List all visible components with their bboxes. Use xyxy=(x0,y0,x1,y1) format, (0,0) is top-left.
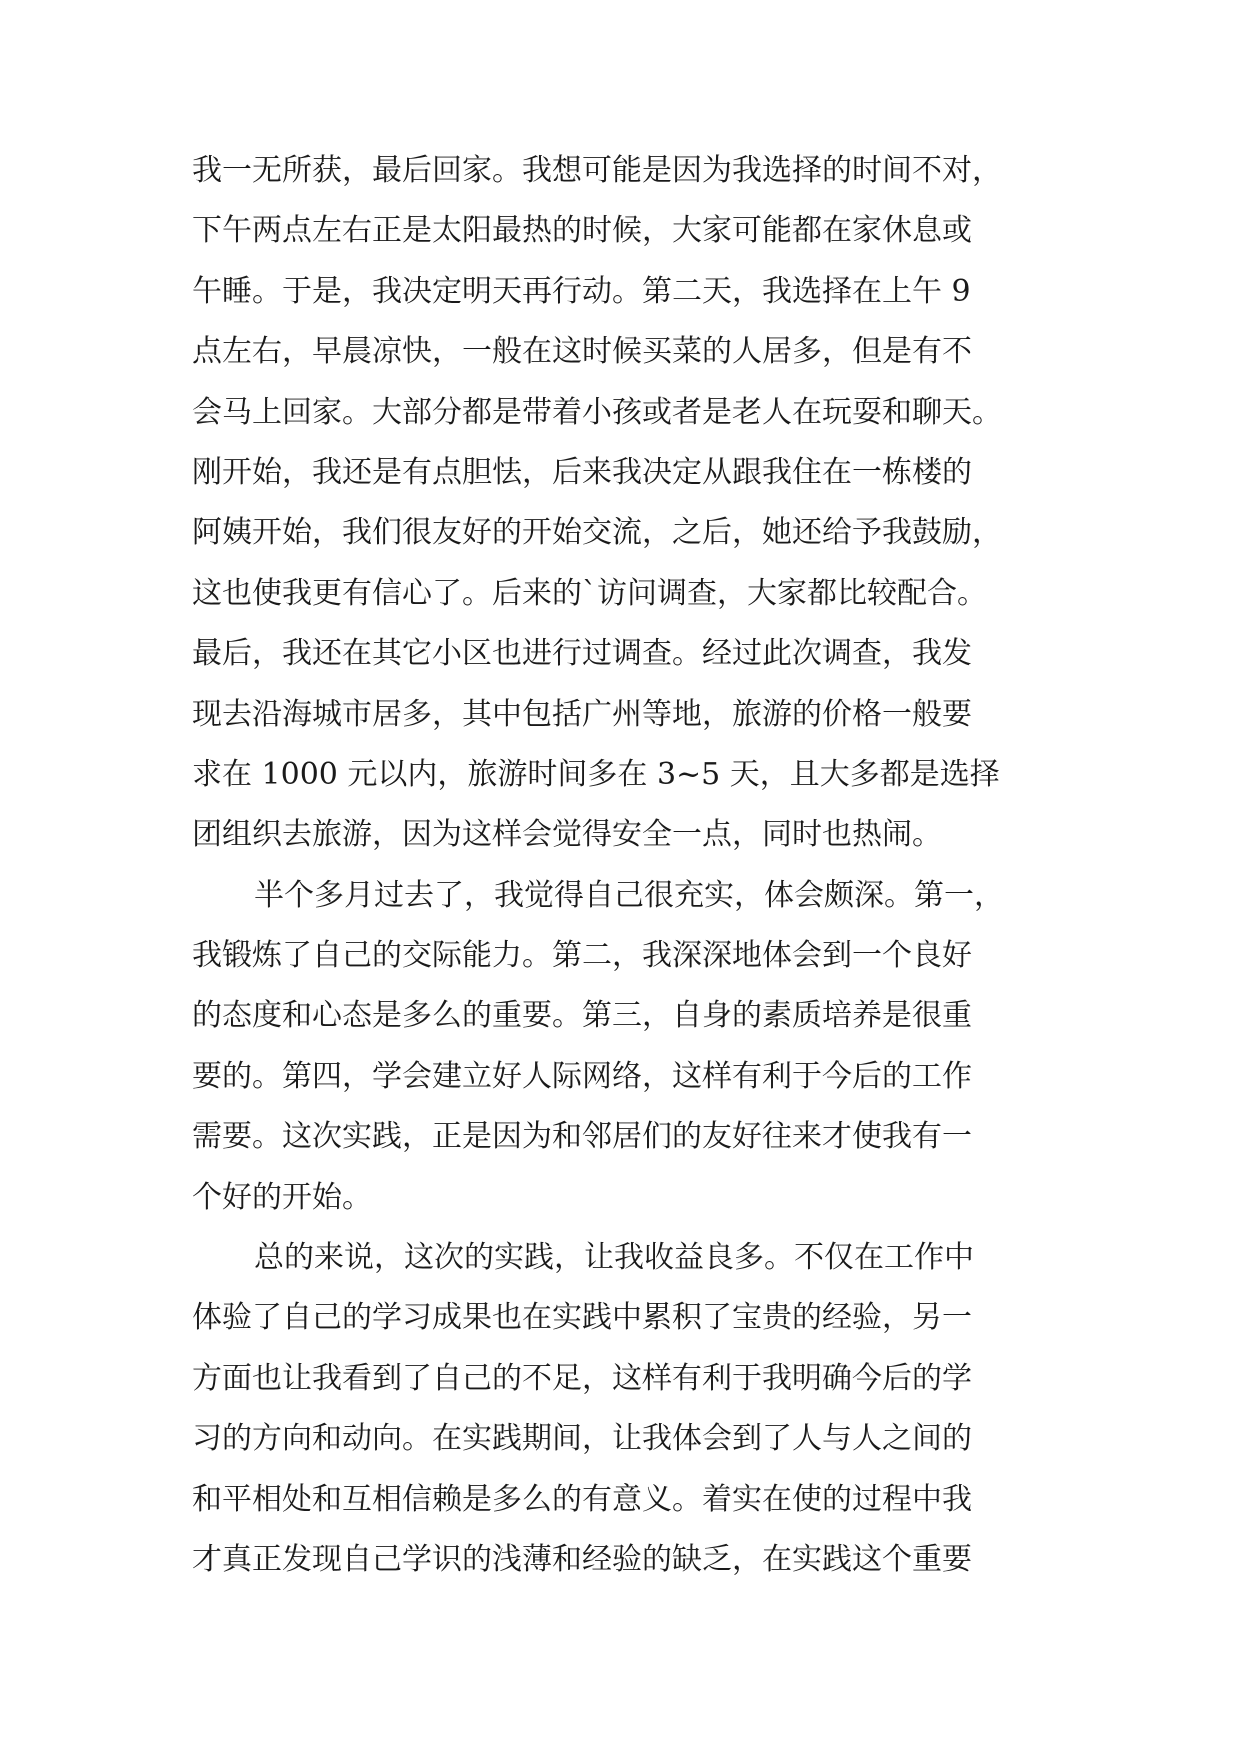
paragraph-3 xyxy=(192,1228,1072,1590)
text-line: 这也使我更有信心了。后来的`访问调查，大家都比较配合。 xyxy=(192,575,987,611)
text-line: 阿姨开始，我们很友好的开始交流，之后，她还给予我鼓励， xyxy=(192,515,1002,551)
text-line: 求在 1000 元以内，旅游时间多在 3~5 天，且大多都是选择 xyxy=(192,756,1000,792)
text-line: 点左右，早晨凉快，一般在这时候买菜的人居多，但是有不 xyxy=(192,334,972,370)
paragraph-1 xyxy=(192,141,1072,866)
text-line-indented: 总的来说，这次的实践，让我收益良多。不仅在工作中 xyxy=(254,1240,974,1276)
text-line: 要的。第四，学会建立好人际网络，这样有利于今后的工作 xyxy=(192,1058,972,1094)
text-line: 习的方向和动向。在实践期间，让我体会到了人与人之间的 xyxy=(192,1421,972,1457)
body-text xyxy=(192,141,1072,1590)
paragraph-2 xyxy=(192,866,1072,1228)
text-line: 需要。这次实践，正是因为和邻居们的友好往来才使我有一 xyxy=(192,1119,972,1155)
text-line: 的态度和心态是多么的重要。第三，自身的素质培养是很重 xyxy=(192,998,972,1034)
text-line: 我锻炼了自己的交际能力。第二，我深深地体会到一个良好 xyxy=(192,938,972,974)
text-line: 体验了自己的学习成果也在实践中累积了宝贵的经验，另一 xyxy=(192,1300,972,1336)
text-line: 我一无所获，最后回家。我想可能是因为我选择的时间不对， xyxy=(192,153,1002,188)
text-line: 现去沿海城市居多，其中包括广州等地，旅游的价格一般要 xyxy=(192,696,972,732)
text-line: 下午两点左右正是太阳最热的时候，大家可能都在家休息或 xyxy=(192,213,972,249)
text-line: 刚开始，我还是有点胆怯，后来我决定从跟我住在一栋楼的 xyxy=(192,454,972,490)
text-line: 团组织去旅游，因为这样会觉得安全一点，同时也热闹。 xyxy=(192,817,942,853)
text-line: 方面也让我看到了自己的不足，这样有利于我明确今后的学 xyxy=(192,1360,972,1396)
text-line: 才真正发现自己学识的浅薄和经验的缺乏，在实践这个重要 xyxy=(192,1541,972,1577)
text-line: 最后，我还在其它小区也进行过调查。经过此次调查，我发 xyxy=(192,636,972,672)
text-line: 和平相处和互相信赖是多么的有意义。着实在使的过程中我 xyxy=(192,1481,972,1517)
text-line: 午睡。于是，我决定明天再行动。第二天，我选择在上午 9 xyxy=(192,273,971,309)
text-line-indented: 半个多月过去了，我觉得自己很充实，体会颇深。第一， xyxy=(254,877,1004,913)
text-line: 个好的开始。 xyxy=(192,1179,372,1215)
text-line: 会马上回家。大部分都是带着小孩或者是老人在玩耍和聊天。 xyxy=(192,394,1002,430)
